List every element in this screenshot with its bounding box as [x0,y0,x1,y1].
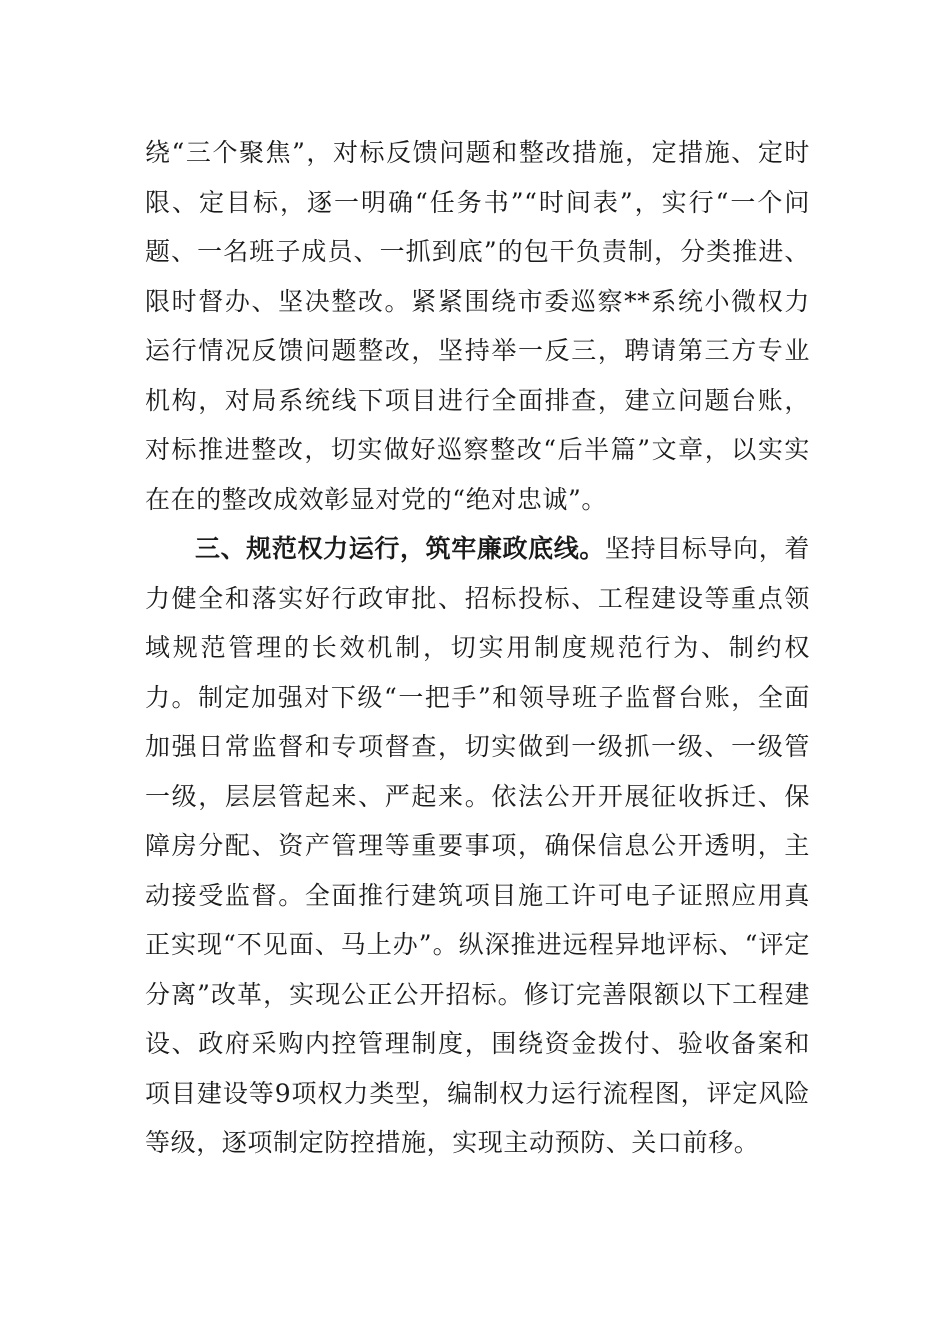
paragraph-text: 坚持目标导向，着力健全和落实好行政审批、招标投标、工程建设等重点领域规范管理的长效机制，切实用制度规范行为、制约权力。制定加强对下级“一把手”和领导班子监督台账，全面加强日常监督和专项督查，切实做到一级抓一级、一级管一级，层层管起来、严起来。依法公开开展征收拆迁、保障房分配、资产管理等重要事项，确保信息公开透明，主动接受监督。全面推行建筑项目施工许可电子证照应用真正实现“不见面、马上办”。纵深推进远程异地评标、“评定分离”改革，实现公正公开招标。修订完善限额以下工程建设、政府采购内控管理制度，围绕资金拨付、验收备案和项目建设等9项权力类型，编制权力运行流程图，评定风险等级，逐项制定防控措施，实现主动预防、关口前移。 [145,534,810,1157]
paragraph-text: 绕“三个聚焦”，对标反馈问题和整改措施，定措施、定时限、定目标，逐一明确“任务书”“时间表”，实行“一个问题、一名班子成员、一抓到底”的包干负责制，分类推进、限时督办、坚决整改。紧紧围绕市委巡察**系统小微权力运行情况反馈问题整改，坚持举一反三，聘请第三方专业机构，对局系统线下项目进行全面排查，建立问题台账，对标推进整改，切实做好巡察整改“后半篇”文章，以实实在在的整改成效彰显对党的“绝对忠诚”。 [145,138,810,514]
paragraph-continuation [145,128,810,524]
document-body [145,128,810,1168]
section-heading: 三、规范权力运行，筑牢廉政底线。 [195,534,606,563]
paragraph-section-three [145,524,810,1168]
